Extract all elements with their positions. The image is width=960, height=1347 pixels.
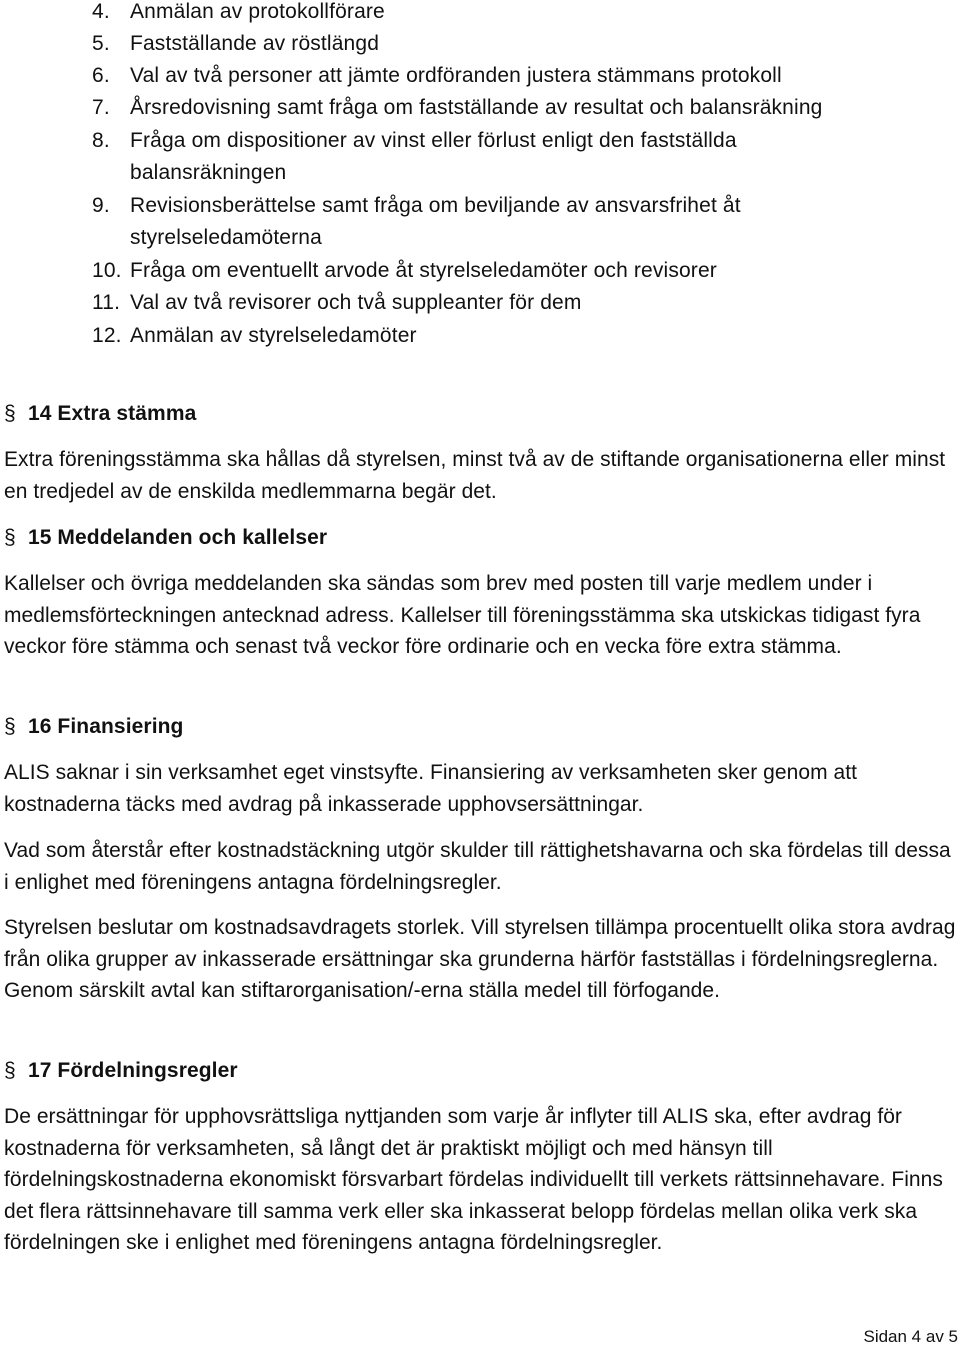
section-symbol: §	[4, 715, 16, 738]
paragraph: Kallelser och övriga meddelanden ska sändas som brev med posten till varje medlem under i medlemsförteckningen antecknad adress. Kallelser till föreningsstämma ska utskickas tidigast fyra veckor före stämma och senast två veckor före ordinarie och en vecka före extra stämma.	[4, 572, 921, 658]
list-text: Val av två personer att jämte ordföranden justera stämmans protokoll	[130, 64, 782, 87]
list-text: Anmälan av styrelseledamöter	[130, 324, 417, 347]
list-text: Årsredovisning samt fråga om fastställande av resultat och balansräkning	[130, 96, 823, 119]
page-number: Sidan 4 av 5	[863, 1327, 958, 1346]
list-item	[92, 125, 852, 189]
section-title: 16 Finansiering	[27, 715, 184, 738]
list-number: 6.	[92, 64, 110, 87]
list-text: Fastställande av röstlängd	[130, 32, 380, 55]
section-symbol: §	[4, 526, 16, 549]
list-number: 5.	[92, 32, 110, 55]
list-item	[92, 287, 852, 319]
section-heading-17	[4, 1055, 238, 1087]
section-title: 14 Extra stämma	[27, 402, 197, 425]
list-text: Anmälan av protokollförare	[130, 0, 385, 23]
list-number: 12.	[92, 324, 122, 347]
list-number: 9.	[92, 194, 110, 217]
section-heading-16	[4, 711, 183, 743]
list-text: Fråga om eventuellt arvode åt styrelseledamöter och revisorer	[130, 259, 717, 282]
list-number: 10.	[92, 259, 122, 282]
paragraph: Extra föreningsstämma ska hållas då styrelsen, minst två av de stiftande organisationerna eller minst en tredjedel av de enskilda medlemmarna begär det.	[4, 448, 946, 503]
list-item	[92, 320, 852, 352]
list-number: 7.	[92, 96, 110, 119]
section-title: 15 Meddelanden och kallelser	[27, 526, 328, 549]
list-item	[92, 0, 852, 28]
section-heading-15	[4, 522, 327, 554]
section-heading-14	[4, 398, 196, 430]
paragraph: De ersättningar för upphovsrättsliga nyttjanden som varje år inflyter till ALIS ska, efter avdrag för kostnaderna för verksamheten, så långt det är praktiskt möjligt och med hänsyn till fördelningskostnaderna ekonomiskt försvarbart fördelas individuellt till verkets rättsinnehavare. Finns det flera rättsinnehavare till samma verk eller ska inkasserat belopp fördelas mellan olika verk ska fördelningen ske i enlighet med föreningens antagna fördelningsregler.	[4, 1105, 943, 1254]
section-title: 17 Fördelningsregler	[27, 1059, 238, 1082]
list-item	[92, 92, 852, 124]
list-number: 8.	[92, 129, 110, 152]
list-text: Fråga om dispositioner av vinst eller förlust enligt den fastställda balansräkningen	[130, 129, 737, 184]
paragraph: Styrelsen beslutar om kostnadsavdragets storlek. Vill styrelsen tillämpa procentuellt olika stora avdrag från olika grupper av inkasserade ersättningar ska grunderna härför fastställas i fördelningsreglerna. Genom särskilt avtal kan stiftarorganisation/-erna ställa medel till förfogande.	[4, 916, 956, 1002]
paragraph: Vad som återstår efter kostnadstäckning utgör skulder till rättighetshavarna och ska fördelas till dessa i enlighet med föreningens antagna fördelningsregler.	[4, 839, 951, 894]
paragraph: ALIS saknar i sin verksamhet eget vinstsyfte. Finansiering av verksamheten sker genom att kostnaderna täcks med avdrag på inkasserade upphovsersättningar.	[4, 761, 858, 816]
list-item	[92, 28, 852, 60]
section-symbol: §	[4, 1059, 16, 1082]
list-number: 4.	[92, 0, 110, 23]
list-text: Revisionsberättelse samt fråga om beviljande av ansvarsfrihet åt styrelseledamöterna	[130, 194, 741, 249]
list-number: 11.	[92, 291, 121, 314]
list-item	[92, 255, 852, 287]
list-item	[92, 60, 852, 92]
list-item	[92, 190, 852, 254]
section-symbol: §	[4, 402, 16, 425]
list-text: Val av två revisorer och två suppleanter för dem	[130, 291, 582, 314]
